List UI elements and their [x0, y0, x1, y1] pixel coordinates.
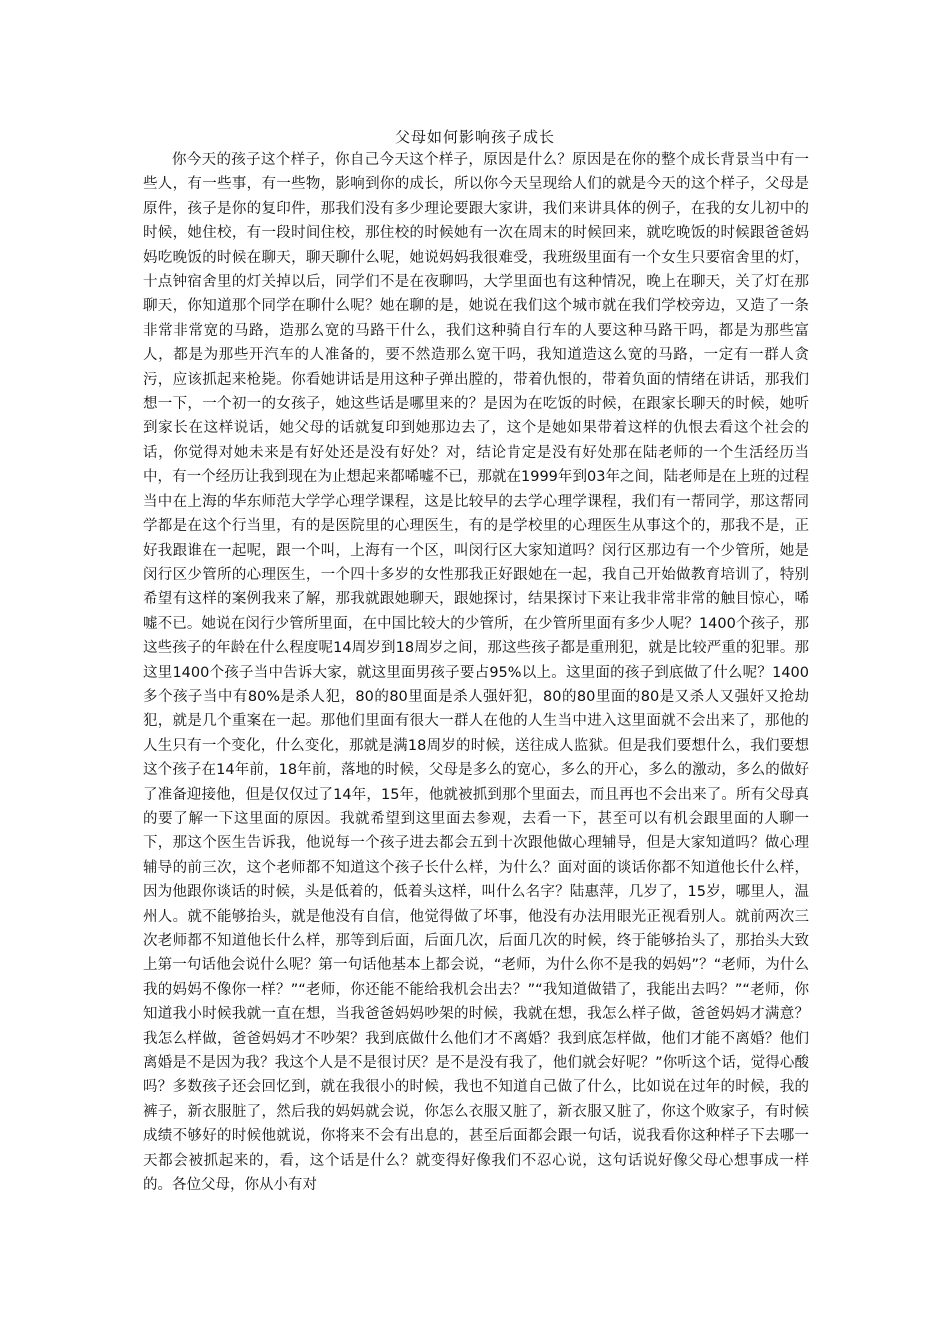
document-title: 父母如何影响孩子成长 — [394, 128, 555, 146]
document-body: 你今天的孩子这个样子，你自己今天这个样子，原因是什么？原因是在你的整个成长背景当中有一些人，有一些事，有一些物，影响到你的成长，所以你今天呈现给人们的就是今天的这个样子，父母是原件，孩子是你的复印件，那我们没有多少理论要跟大家讲，我们来讲具体的例子，在我的女儿初中的时候，她住校，有一段时间住校，那住校的时候她有一次在周末的时候回来，就吃晚饭的时候跟爸爸妈妈吃晚饭的时候在聊天，聊天聊什么呢，她说妈妈我很难受，我班级里面有一个女生只要宿舍里的灯，十点钟宿舍里的灯关掉以后，同学们不是在夜聊吗，大学里面也有这种情况，晚上在聊天，关了灯在那聊天，你知道那个同学在聊什么呢？她在聊的是，她说在我们这个城市就在我们学校旁边，又造了一条非常非常宽的马路，造那么宽的马路干什么，我们这种骑自行车的人要这种马路干吗，都是为那些富人，都是为那些开汽车的人准备的，要不然造那么宽干吗，我知道造这么宽的马路，一定有一群人贪污，应该抓起来枪毙。你看她讲话是用这种子弹出膛的，带着仇恨的，带着负面的情绪在讲话，那我们想一下，一个初一的女孩子，她这些话是哪里来的？是因为在吃饭的时候，在跟家长聊天的时候，她听到家长在这样说话，她父母的话就复印到她那边去了，这个是她如果带着这样的仇恨去看这个社会的话，你觉得对她未来是有好处还是没有好处？对，结论肯定是没有好处那在陆老师的一个生活经历当中，有一个经历让我到现在为止想起来都唏嘘不已，那就在1999年到03年之间，陆老师是在上班的过程当中在上海的华东师范大学学心理学课程，这是比较早的去学心理学课程，我们有一帮同学，那这帮同学都是在这个行当里，有的是医院里的心理医生，有的是学校里的心理医生从事这个的，那我不是，正好我跟谁在一起呢，跟一个叫，上海有一个区，叫闵行区大家知道吗？闵行区那边有一个少管所，她是闵行区少管所的心理医生，一个四十多岁的女性那我正好跟她在一起，我自己开始做教育培训了，特别希望有这样的案例我来了解，那我就跟她聊天，跟她探讨，结果探讨下来让我非常非常的触目惊心，唏嘘不已。她说在闵行少管所里面，在中国比较大的少管所，在少管所里面有多少人呢？1400个孩子，那这些孩子的年龄在什么程度呢14周岁到18周岁之间，那这些孩子都是重刑犯，就是比较严重的犯罪。那这里1400个孩子当中告诉大家，就这里面男孩子要占95%以上。这里面的孩子到底做了什么呢？1400多个孩子当中有80%是杀人犯，80的80里面是杀人强奸犯，80的80里面的80是又杀人又强奸又抢劫犯，就是几个重案在一起。那他们里面有很大一群人在他的人生当中进入这里面就不会出来了，那他的人生只有一个变化，什么变化，那就是满18周岁的时候，送往成人监狱。但是我们要想什么，我们要想这个孩子在14年前，18年前，落地的时候，父母是多么的宽心，多么的开心，多么的激动，多么的做好了准备迎接他，但是仅仅过了14年，15年，他就被抓到那个里面去，而且再也不会出来了。所有父母真的要了解一下这里面的原因。我就希望到这里面去参观，去看一下，甚至可以有机会跟里面的人聊一下，那这个医生告诉我，他说每一个孩子进去都会五到十次跟他做心理辅导，但是大家知道吗？做心理辅导的前三次，这个老师都不知道这个孩子长什么样，为什么？面对面的谈话你都不知道他长什么样，因为他跟你谈话的时候，头是低着的，低着头这样，叫什么名字？陆惠萍，几岁了，15岁，哪里人，温州人。就不能够抬头，就是他没有自信，他觉得做了坏事，他没有办法用眼光正视看别人。就前两次三次老师都不知道他长什么样，那等到后面，后面几次，后面几次的时候，终于能够抬头了，那抬头大致上第一句话他会说什么呢？第一句话他基本上都会说，“老师，为什么你不是我的妈妈”？“老师，为什么我的妈妈不像你一样？”“老师，你还能不能给我机会出去？”“我知道做错了，我能出去吗？”“老师，你知道我小时候我就一直在想，当我爸爸妈妈吵架的时候，我就在想，我怎么样子做，爸爸妈妈才满意？我怎么样做，爸爸妈妈才不吵架？我到底做什么他们才不离婚？我到底怎样做，他们才能不离婚？他们离婚是不是因为我？我这个人是不是很讨厌？是不是没有我了，他们就会好呢？”你听这个话，觉得心酸吗？多数孩子还会回忆到，就在我很小的时候，我也不知道自己做了什么，比如说在过年的时候，我的裤子，新衣服脏了，然后我的妈妈就会说，你怎么衣服又脏了，新衣服又脏了，你这个败家子，有时候成绩不够好的时候他就说，你将来不会有出息的，甚至后面都会跟一句话，说我看你这种样子下去哪一天都会被抓起来的，看，这个话是什么？就变得好像我们不忍心说，这句话说好像父母心想事成一样的。各位父母，你从小有对 — [143, 152, 809, 1194]
